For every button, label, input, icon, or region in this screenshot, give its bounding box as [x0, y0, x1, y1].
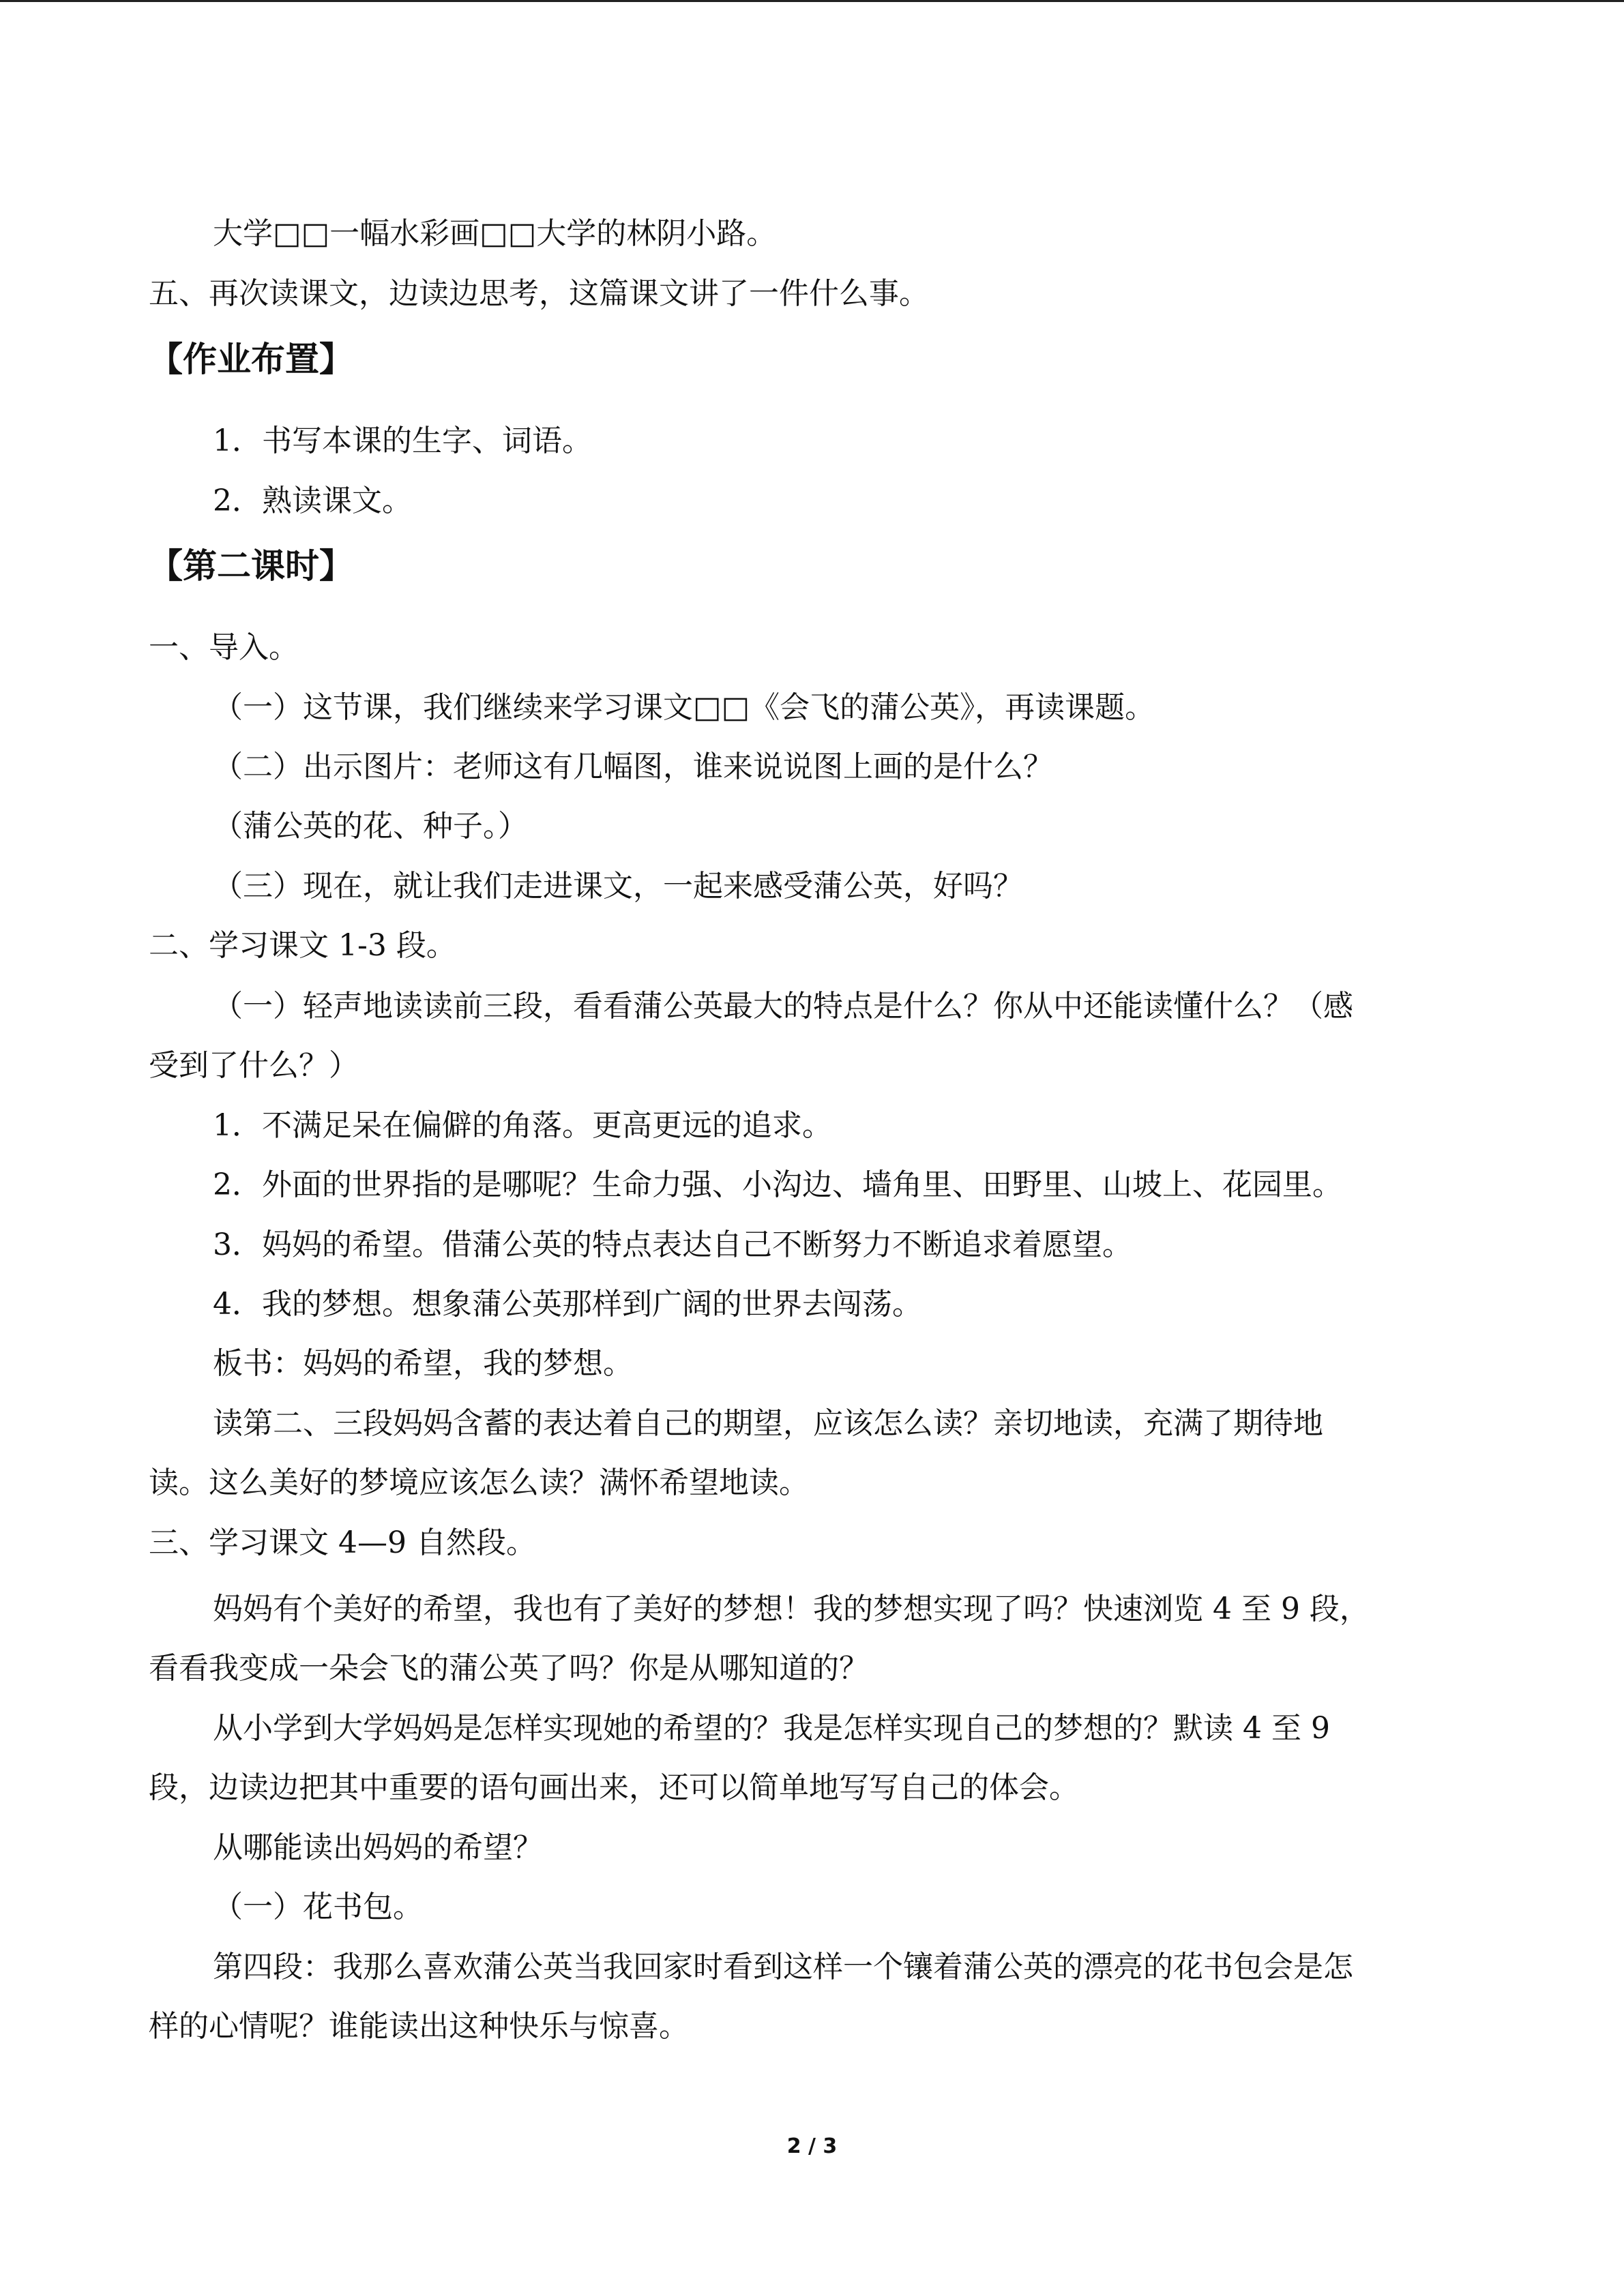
text-line: （蒲公英的花、种子。） [213, 809, 528, 844]
page-number: 2 / 3 [786, 2134, 838, 2158]
text-line: 看看我变成一朵会飞的蒲公英了吗？你是从哪知道的？ [149, 1651, 869, 1686]
text-line: （三）现在，就让我们走进课文，一起来感受蒲公英，好吗？ [213, 869, 1023, 904]
list-item: 1．不满足呆在偏僻的角落。更高更远的追求。 [213, 1108, 832, 1143]
text-line: （二）出示图片：老师这有几幅图，谁来说说图上画的是什么？ [213, 749, 1053, 784]
list-item: 4．我的梦想。想象蒲公英那样到广阔的世界去闯荡。 [213, 1287, 922, 1322]
text-line: 从小学到大学妈妈是怎样实现她的希望的？我是怎样实现自己的梦想的？默读 4 至 9 [213, 1711, 1330, 1746]
text-line: 一、导入。 [149, 630, 299, 665]
section-heading: 【作业布置】 [149, 340, 353, 379]
text-line: 样的心情呢？谁能读出这种快乐与惊喜。 [149, 2009, 689, 2044]
text-line: （一）轻声地读读前三段，看看蒲公英最大的特点是什么？你从中还能读懂什么？（感 [213, 989, 1353, 1024]
text-line: 妈妈有个美好的希望，我也有了美好的梦想！我的梦想实现了吗？快速浏览 4 至 9 段， [213, 1592, 1370, 1626]
text-line: （一）花书包。 [213, 1890, 423, 1924]
text-line: 读。这么美好的梦境应该怎么读？满怀希望地读。 [149, 1465, 809, 1500]
text-line: 三、学习课文 4—9 自然段。 [149, 1525, 536, 1560]
list-item: 2．外面的世界指的是哪呢？生命力强、小沟边、墙角里、田野里、山坡上、花园里。 [213, 1167, 1342, 1202]
text-line: 二、学习课文 1-3 段。 [149, 928, 456, 963]
text-line: 从哪能读出妈妈的希望？ [213, 1830, 543, 1865]
text-line: 段，边读边把其中重要的语句画出来，还可以简单地写写自己的体会。 [149, 1770, 1079, 1805]
text-line: 读第二、三段妈妈含蓄的表达着自己的期望，应该怎么读？亲切地读，充满了期待地 [213, 1406, 1323, 1441]
text-line: 五、再次读课文，边读边思考，这篇课文讲了一件什么事。 [149, 276, 929, 311]
text-line: 板书：妈妈的希望，我的梦想。 [213, 1346, 633, 1381]
section-heading: 【第二课时】 [149, 546, 353, 586]
text-line: 受到了什么？） [149, 1048, 359, 1083]
list-item: 1．书写本课的生字、词语。 [213, 423, 592, 458]
text-line: 大学□□一幅水彩画□□大学的林阴小路。 [213, 216, 777, 251]
list-item: 2．熟读课文。 [213, 483, 412, 518]
text-line: （一）这节课，我们继续来学习课文□□《会飞的蒲公英》，再读课题。 [213, 690, 1155, 725]
text-line: 第四段：我那么喜欢蒲公英当我回家时看到这样一个镶着蒲公英的漂亮的花书包会是怎 [213, 1950, 1353, 1984]
list-item: 3．妈妈的希望。借蒲公英的特点表达自己不断努力不断追求着愿望。 [213, 1227, 1132, 1262]
